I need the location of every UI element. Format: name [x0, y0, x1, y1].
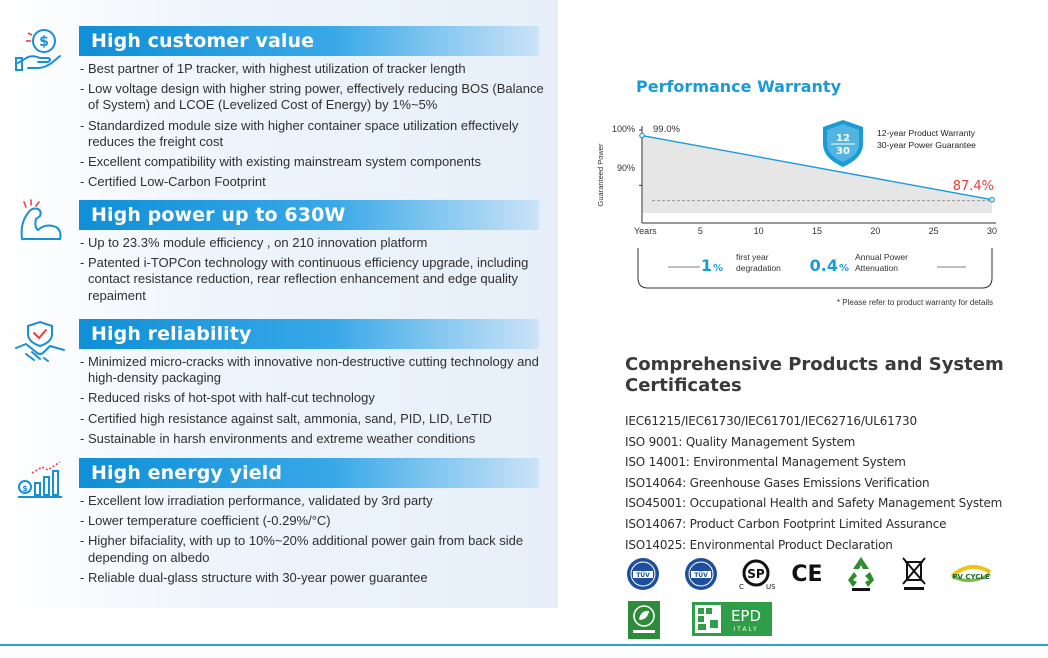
- list-item: - Excellent low irradiation performance, validated by 3rd party: [80, 493, 550, 509]
- svg-text:C: C: [739, 583, 744, 591]
- bottom-divider: [0, 644, 1048, 646]
- end-point: [990, 198, 994, 202]
- list-item: - Best partner of 1P tracker, with highest utilization of tracker length: [80, 61, 550, 77]
- x-tick-label: 20: [870, 226, 881, 236]
- certificate-item: ISO 14001: Environmental Management System: [625, 455, 906, 470]
- annual-attenuation-label: Annual Power: [855, 252, 908, 262]
- section-title: High energy yield: [79, 458, 539, 488]
- certificates-list: [625, 411, 1002, 555]
- annual-attenuation-unit: %: [839, 263, 850, 274]
- handshake-icon: [14, 318, 66, 364]
- svg-text:$: $: [39, 34, 49, 50]
- badge-line-1: 12-year Product Warranty: [877, 128, 976, 138]
- first-year-degradation-value: 1: [700, 256, 712, 275]
- weee-logo: [899, 554, 929, 592]
- svg-text:TÜV: TÜV: [636, 572, 650, 579]
- start-point-label: 99.0%: [653, 124, 680, 135]
- flexed-arm-icon: [14, 199, 66, 245]
- y-tick-label: 90%: [616, 163, 635, 173]
- list-item: - Excellent compatibility with existing mainstream system components: [80, 154, 550, 170]
- bullet-list: [80, 61, 550, 194]
- x-tick-label: 30: [986, 226, 998, 236]
- x-tick-label: 25: [928, 226, 939, 236]
- tuv-logo-1: [624, 556, 662, 592]
- certificate-item: ISO14067: Product Carbon Footprint Limited Assurance: [625, 516, 947, 531]
- list-item: - Certified Low-Carbon Footprint: [80, 174, 550, 190]
- section-title: High power up to 630W: [79, 200, 539, 230]
- x-tick-label: 15: [811, 226, 823, 236]
- x-axis-label: Years: [634, 226, 657, 236]
- ce-logo: [790, 558, 824, 588]
- annual-attenuation-value: 0.4: [809, 256, 838, 275]
- certificate-item: ISO14064: Greenhouse Gases Emissions Verification: [625, 475, 930, 490]
- badge-line-2: 30-year Power Guarantee: [877, 140, 976, 150]
- start-point: [640, 133, 644, 137]
- certificate-item: ISO 9001: Quality Management System: [625, 434, 856, 449]
- annual-attenuation-label: Attenuation: [855, 263, 899, 273]
- csa-logo: [736, 556, 776, 592]
- list-item: - Lower temperature coefficient (-0.29%/°C): [80, 513, 550, 529]
- first-year-degradation-label: first year: [736, 252, 769, 262]
- badge-number-top: 12: [836, 133, 850, 144]
- epd-logo-text: EPD: [730, 607, 762, 625]
- features-panel: [0, 0, 558, 608]
- first-year-degradation-label: degradation: [736, 263, 781, 273]
- pv-cycle-logo: [946, 558, 996, 588]
- certificate-item: ISO14025: Environmental Product Declaration: [625, 537, 893, 552]
- x-tick-labels: [698, 226, 997, 236]
- chart-title: Performance Warranty: [636, 77, 841, 96]
- svg-text:PV CYCLE: PV CYCLE: [952, 573, 990, 581]
- list-item: - Higher bifaciality, with up to 10%~20% additional power gain from back side depending on albedo: [80, 533, 550, 565]
- x-tick-label: 5: [697, 226, 703, 236]
- list-item: - Certified high resistance against salt, ammonia, sand, PID, LID, LeTID: [80, 411, 550, 427]
- svg-text:TÜV: TÜV: [694, 572, 708, 579]
- list-item: - Up to 23.3% module efficiency , on 210 innovation platform: [80, 235, 550, 251]
- warranty-chart: [594, 110, 1014, 310]
- y-axis-label: Guaranteed Power: [596, 143, 605, 207]
- list-item: - Sustainable in harsh environments and extreme weather conditions: [80, 431, 550, 447]
- list-item: - Low voltage design with higher string power, effectively reducing BOS (Balance of System) and LCOE (Levelized Cost of Energy) by 1%~5%: [80, 81, 550, 113]
- tuv-logo-2: [682, 556, 720, 592]
- bullet-list: [80, 235, 550, 308]
- certificate-item: ISO45001: Occupational Health and Safety Management System: [625, 496, 1003, 511]
- bullet-list: [80, 354, 550, 451]
- first-year-degradation-unit: %: [713, 263, 724, 274]
- dollar-hand-icon: [14, 25, 66, 71]
- recycle-logo: [843, 554, 879, 592]
- certificate-item: IEC61215/IEC61730/IEC61701/IEC62716/UL61730: [625, 414, 917, 428]
- green-leaf-logo: [627, 600, 661, 640]
- badge-number-bottom: 30: [836, 146, 850, 157]
- epd-logo: [692, 602, 772, 636]
- section-title: High reliability: [79, 319, 539, 349]
- svg-text:CE: CE: [791, 562, 823, 587]
- x-tick-label: 10: [753, 226, 764, 236]
- list-item: - Reduced risks of hot-spot with half-cut technology: [80, 390, 550, 406]
- list-item: - Reliable dual-glass structure with 30-year power guarantee: [80, 570, 550, 586]
- svg-text:US: US: [766, 583, 776, 591]
- svg-text:$: $: [22, 484, 28, 493]
- list-item: - Standardized module size with higher container space utilization effectively reduces the freight cost: [80, 118, 550, 150]
- list-item: - Patented i-TOPCon technology with continuous efficiency upgrade, including contact resistance reduction, rear reflection enhancement and edge quality repaiment: [80, 255, 550, 304]
- warranty-footnote: * Please refer to product warranty for details: [836, 298, 993, 307]
- y-tick-label: 100%: [611, 124, 635, 134]
- section-title: High customer value: [79, 26, 539, 56]
- end-point-label: 87.4%: [952, 179, 994, 194]
- epd-logo-subtext: ITALY: [733, 626, 759, 633]
- certificates-title: Comprehensive Products and System Certificates: [625, 354, 1004, 396]
- svg-text:SP: SP: [747, 567, 765, 581]
- bullet-list: [80, 493, 550, 590]
- rising-bars-icon: [14, 457, 66, 503]
- list-item: - Minimized micro-cracks with innovative non-destructive cutting technology and high-density packaging: [80, 354, 550, 386]
